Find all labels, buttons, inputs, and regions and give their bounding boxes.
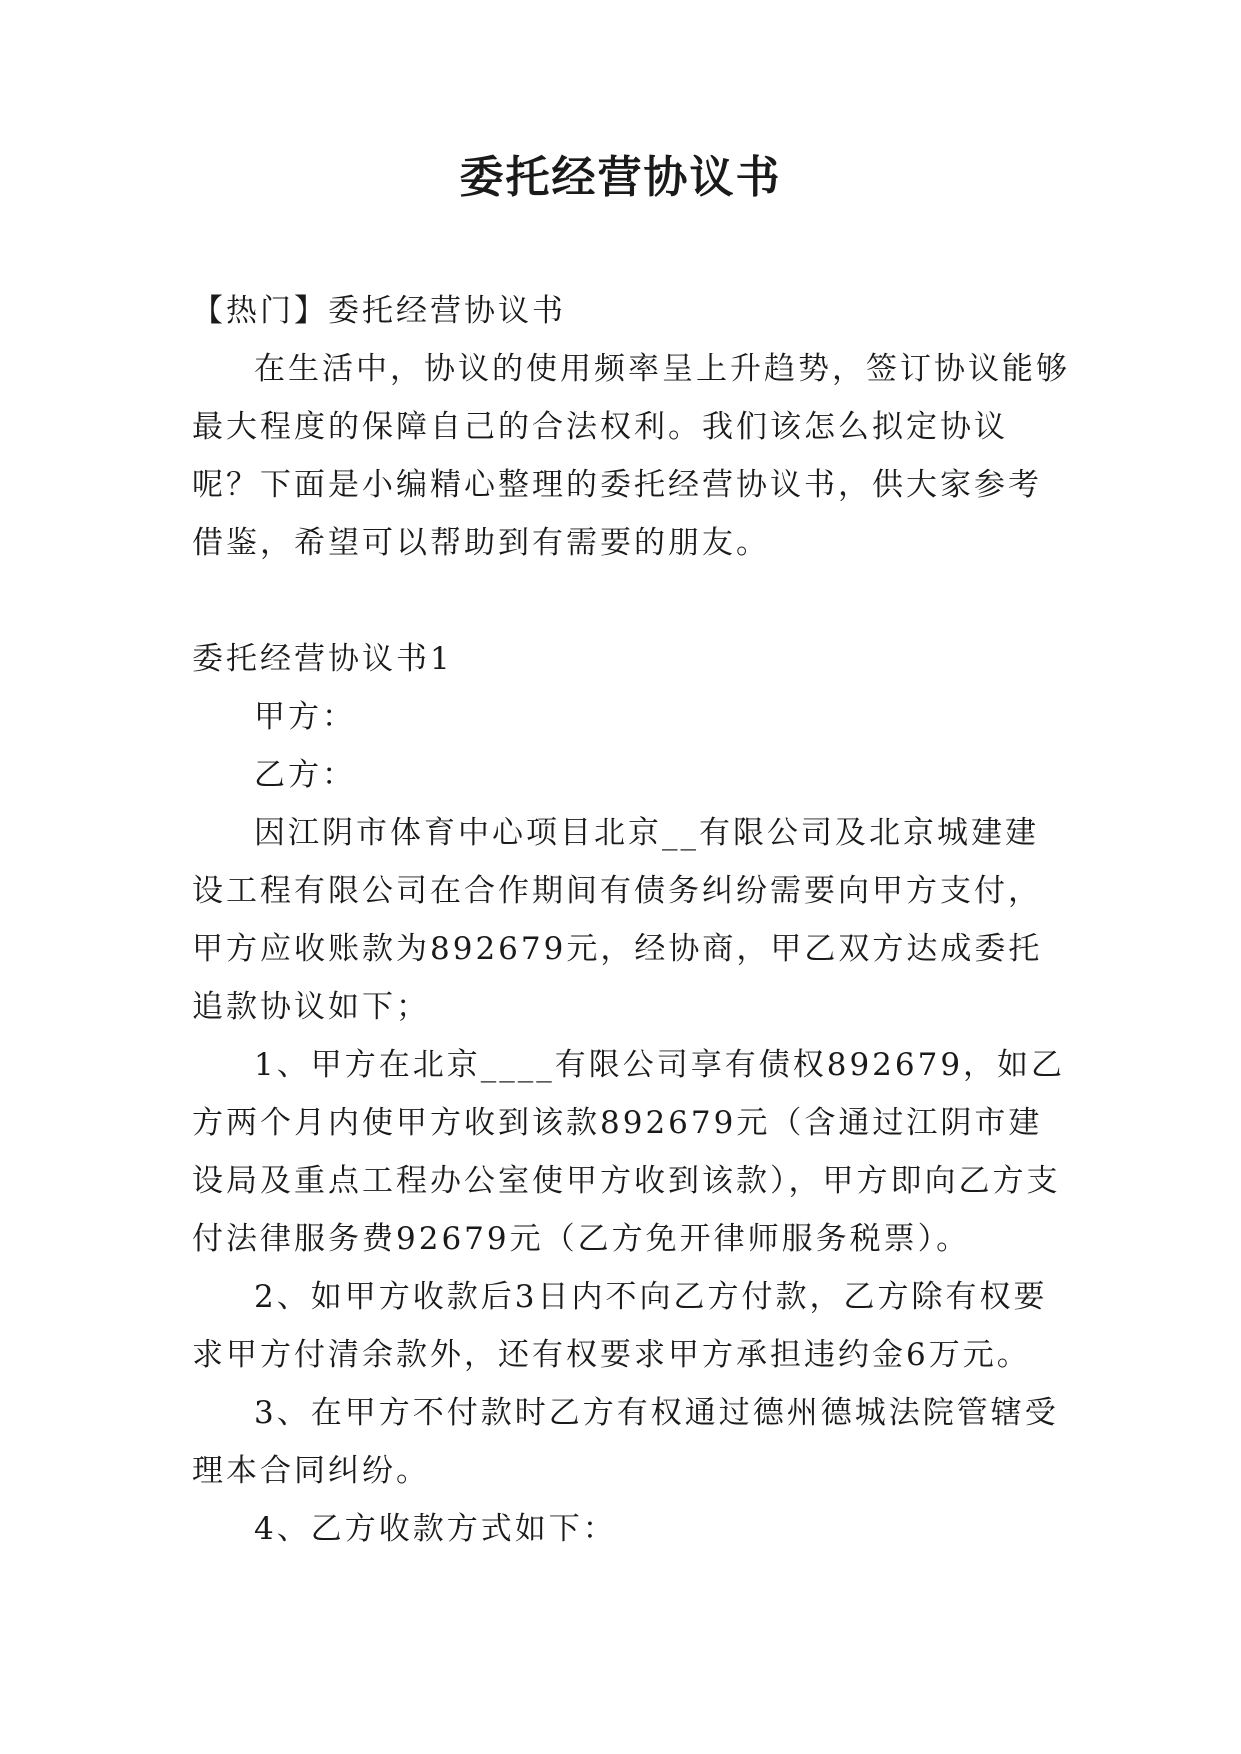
clause-1: 1、甲方在北京____有限公司享有债权892679，如乙方两个月内使甲方收到该款892679元（含通过江阴市建设局及重点工程办公室使甲方收到该款），甲方即向乙方支付法律服务费92679元（乙方免开律师服务税票）。 xyxy=(192,1047,1066,1257)
document-body xyxy=(192,282,1072,1558)
party-b-label: 乙方： xyxy=(254,757,356,793)
document-title: 委托经营协议书 xyxy=(459,152,782,203)
background-paragraph: 因江阴市体育中心项目北京__有限公司及北京城建建设工程有限公司在合作期间有债务纠纷需要向甲方支付，甲方应收账款为892679元，经协商，甲乙双方达成委托追款协议如下； xyxy=(192,815,1043,1025)
intro-paragraph: 在生活中，协议的使用频率呈上升趋势，签订协议能够最大程度的保障自己的合法权利。我们该怎么拟定协议呢？下面是小编精心整理的委托经营协议书，供大家参考借鉴，希望可以帮助到有需要的朋友。 xyxy=(192,351,1070,561)
clause-4: 4、乙方收款方式如下： xyxy=(254,1511,617,1547)
party-a-label: 甲方： xyxy=(254,699,356,735)
clause-2: 2、如甲方收款后3日内不向乙方付款，乙方除有权要求甲方付清余款外，还有权要求甲方承担违约金6万元。 xyxy=(192,1279,1048,1373)
document-heading: 【热门】委托经营协议书 xyxy=(192,293,566,329)
section-title: 委托经营协议书1 xyxy=(192,641,453,677)
clause-3: 3、在甲方不付款时乙方有权通过德州德城法院管辖受理本合同纠纷。 xyxy=(192,1395,1059,1489)
